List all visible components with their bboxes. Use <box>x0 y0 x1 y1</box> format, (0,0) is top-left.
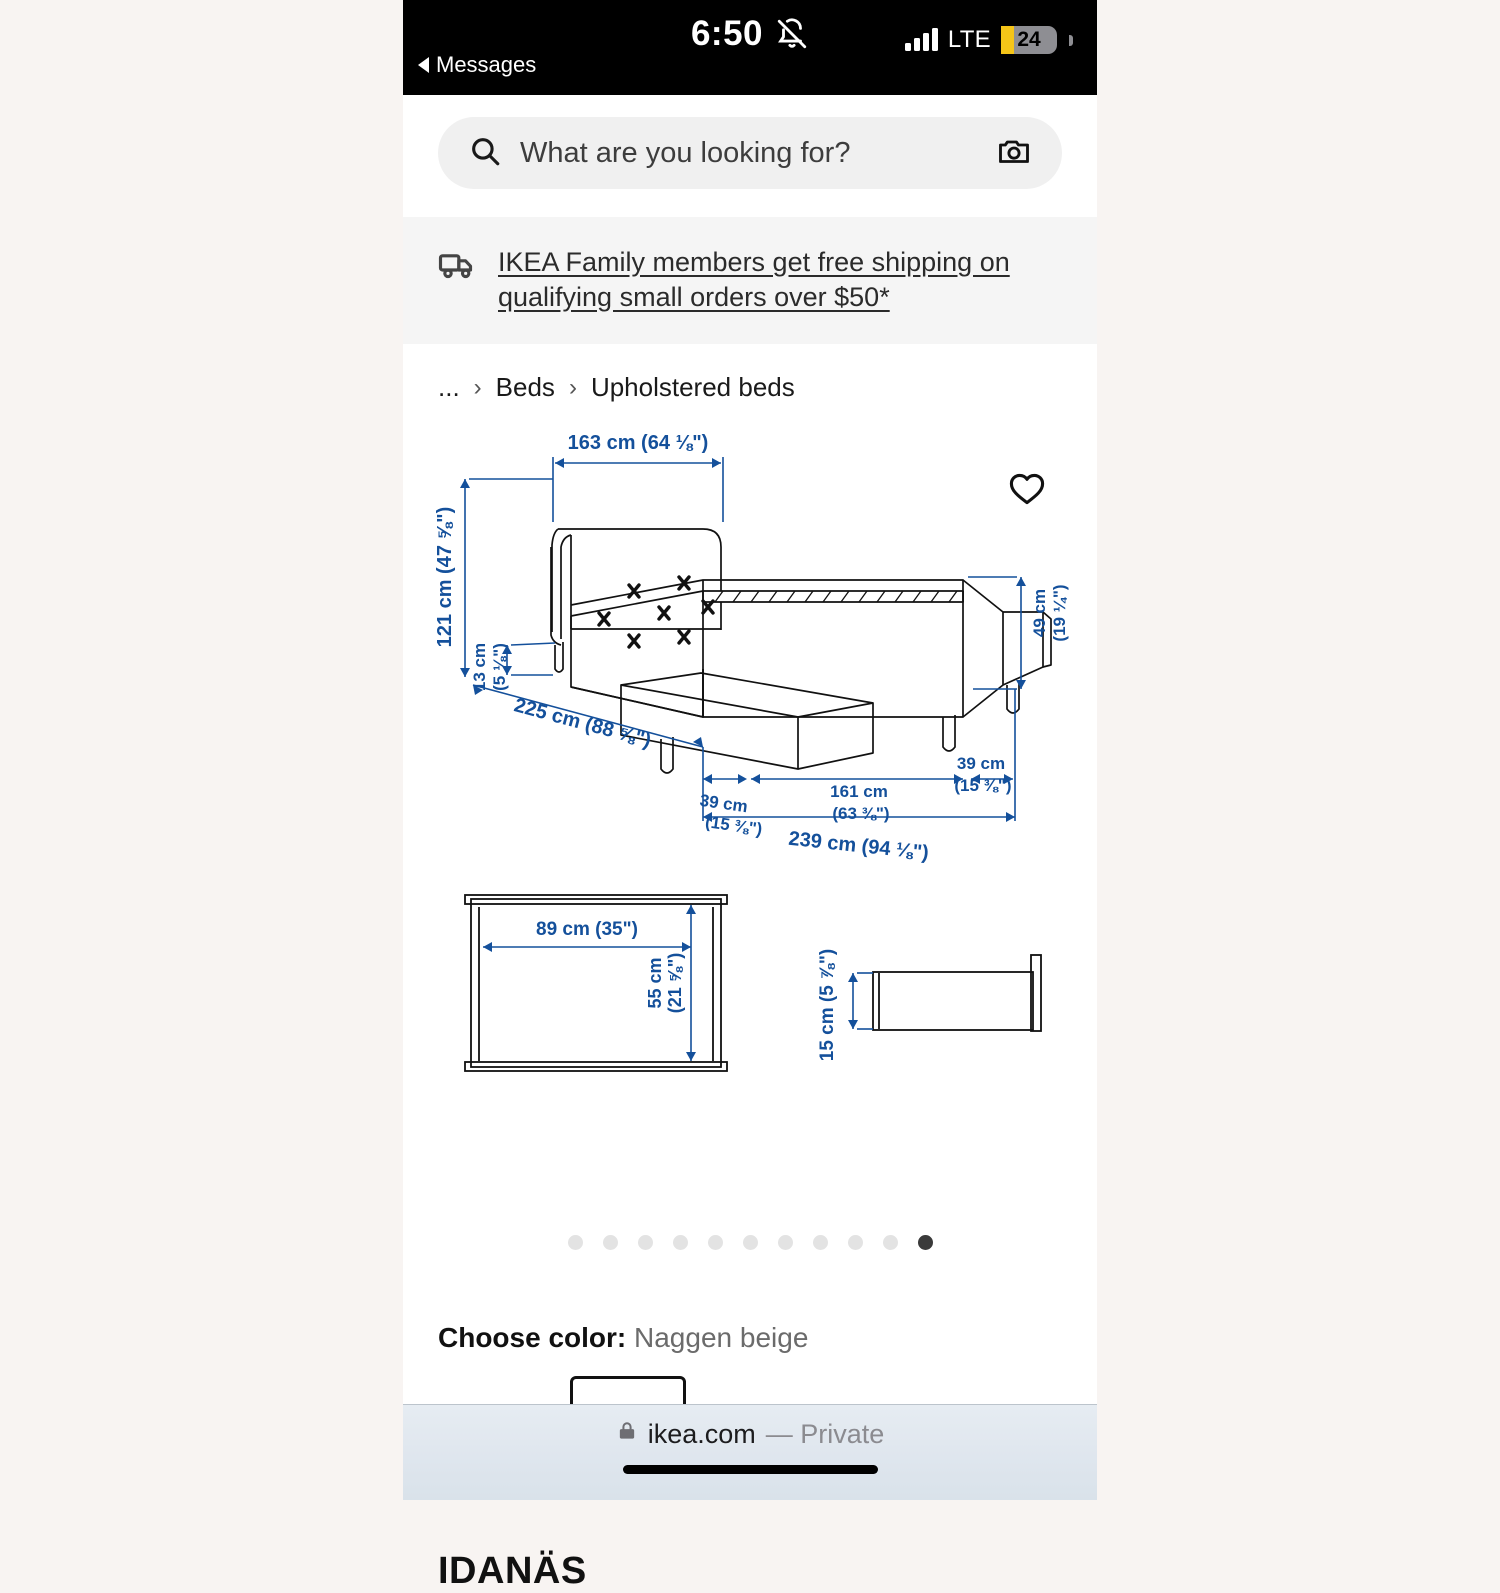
cellular-bars-icon <box>905 29 938 51</box>
carousel-dot[interactable] <box>883 1235 898 1250</box>
carousel-dot[interactable] <box>848 1235 863 1250</box>
choose-color-heading <box>438 1322 1062 1354</box>
battery-percent: 24 <box>1017 28 1041 51</box>
back-label: Messages <box>436 52 537 77</box>
search-icon <box>468 134 502 173</box>
battery-tip <box>1069 35 1073 46</box>
carousel-dot[interactable] <box>813 1235 828 1250</box>
dim-middle-inch: (63 ⅜") <box>832 804 890 824</box>
shipping-banner[interactable] <box>403 217 1097 344</box>
breadcrumb-item-beds[interactable]: Beds <box>495 372 555 403</box>
breadcrumb <box>403 344 1097 417</box>
status-time: 6:50 <box>690 14 764 53</box>
carousel-dot[interactable] <box>638 1235 653 1250</box>
search-input[interactable] <box>438 117 1062 189</box>
status-bar <box>403 0 1097 95</box>
status-indicators <box>905 26 1073 54</box>
dim-clearance: 13 cm <box>470 642 489 692</box>
breadcrumb-item-upholstered-beds[interactable]: Upholstered beds <box>590 372 795 403</box>
home-indicator <box>623 1465 878 1474</box>
search-placeholder: What are you looking for? <box>520 136 851 169</box>
back-to-messages-link[interactable] <box>418 52 536 78</box>
battery-icon <box>1001 26 1057 54</box>
choose-color-label: Choose color: <box>438 1322 627 1354</box>
selected-color-value: Naggen beige <box>634 1322 809 1354</box>
dim-drawer-depth: 55 cm <box>645 957 665 1009</box>
breadcrumb-item-ellipsis[interactable]: ... <box>438 372 460 403</box>
carousel-dot-active[interactable] <box>918 1235 933 1250</box>
url-domain: ikea.com <box>647 1418 756 1449</box>
bell-slash-icon <box>775 17 809 51</box>
dimension-diagram <box>403 417 1097 1217</box>
lock-icon <box>616 1419 638 1450</box>
dim-drawer-depth-inch: (21 ⅝") <box>665 952 685 1014</box>
product-image-carousel[interactable] <box>403 417 1097 1217</box>
camera-icon[interactable] <box>996 133 1032 174</box>
dim-middle: 161 cm <box>830 782 888 802</box>
carousel-dot[interactable] <box>603 1235 618 1250</box>
dim-side-left: 39 cm <box>698 790 749 817</box>
carousel-dot[interactable] <box>708 1235 723 1250</box>
carousel-dot[interactable] <box>568 1235 583 1250</box>
dim-side-right: 39 cm <box>956 754 1006 774</box>
back-triangle-icon <box>418 57 429 73</box>
delivery-truck-icon <box>438 245 478 290</box>
network-label: LTE <box>947 26 991 53</box>
shipping-banner-text: IKEA Family members get free shipping on qualifying small orders over $50* <box>498 247 1010 312</box>
private-label: — Private <box>765 1418 885 1449</box>
product-name: IDANÄS <box>438 1550 587 1593</box>
address-bar[interactable] <box>403 1405 1097 1463</box>
dim-drawer-width: 89 cm (35") <box>536 919 638 941</box>
dim-headboard-width: 163 cm (64 ⅛") <box>567 432 709 455</box>
dim-side-left-inch: (15 ⅜") <box>704 812 764 840</box>
dim-side-right-inch: (15 ⅜") <box>954 776 1012 796</box>
carousel-dot[interactable] <box>778 1235 793 1250</box>
dim-clearance-inch: (5 ⅛") <box>490 643 509 691</box>
chevron-right-icon: › <box>473 373 482 401</box>
dim-drawer-height: 15 cm (5 ⅞") <box>817 948 838 1062</box>
dim-frame-height: 49 cm <box>1030 588 1049 638</box>
search-section <box>403 95 1097 217</box>
dim-total-height: 121 cm (47 ⅝") <box>434 506 456 648</box>
dim-length-diagonal: 225 cm (88 ⅝") <box>511 694 654 753</box>
dim-frame-height-inch: (19 ¼") <box>1050 584 1069 642</box>
safari-toolbar <box>403 1404 1097 1500</box>
dim-overall-length: 239 cm (94 ⅛") <box>787 827 930 865</box>
chevron-right-icon: › <box>568 373 577 401</box>
carousel-dot[interactable] <box>743 1235 758 1250</box>
phone-viewport <box>403 0 1097 1593</box>
carousel-dots[interactable] <box>403 1217 1097 1250</box>
carousel-dot[interactable] <box>673 1235 688 1250</box>
